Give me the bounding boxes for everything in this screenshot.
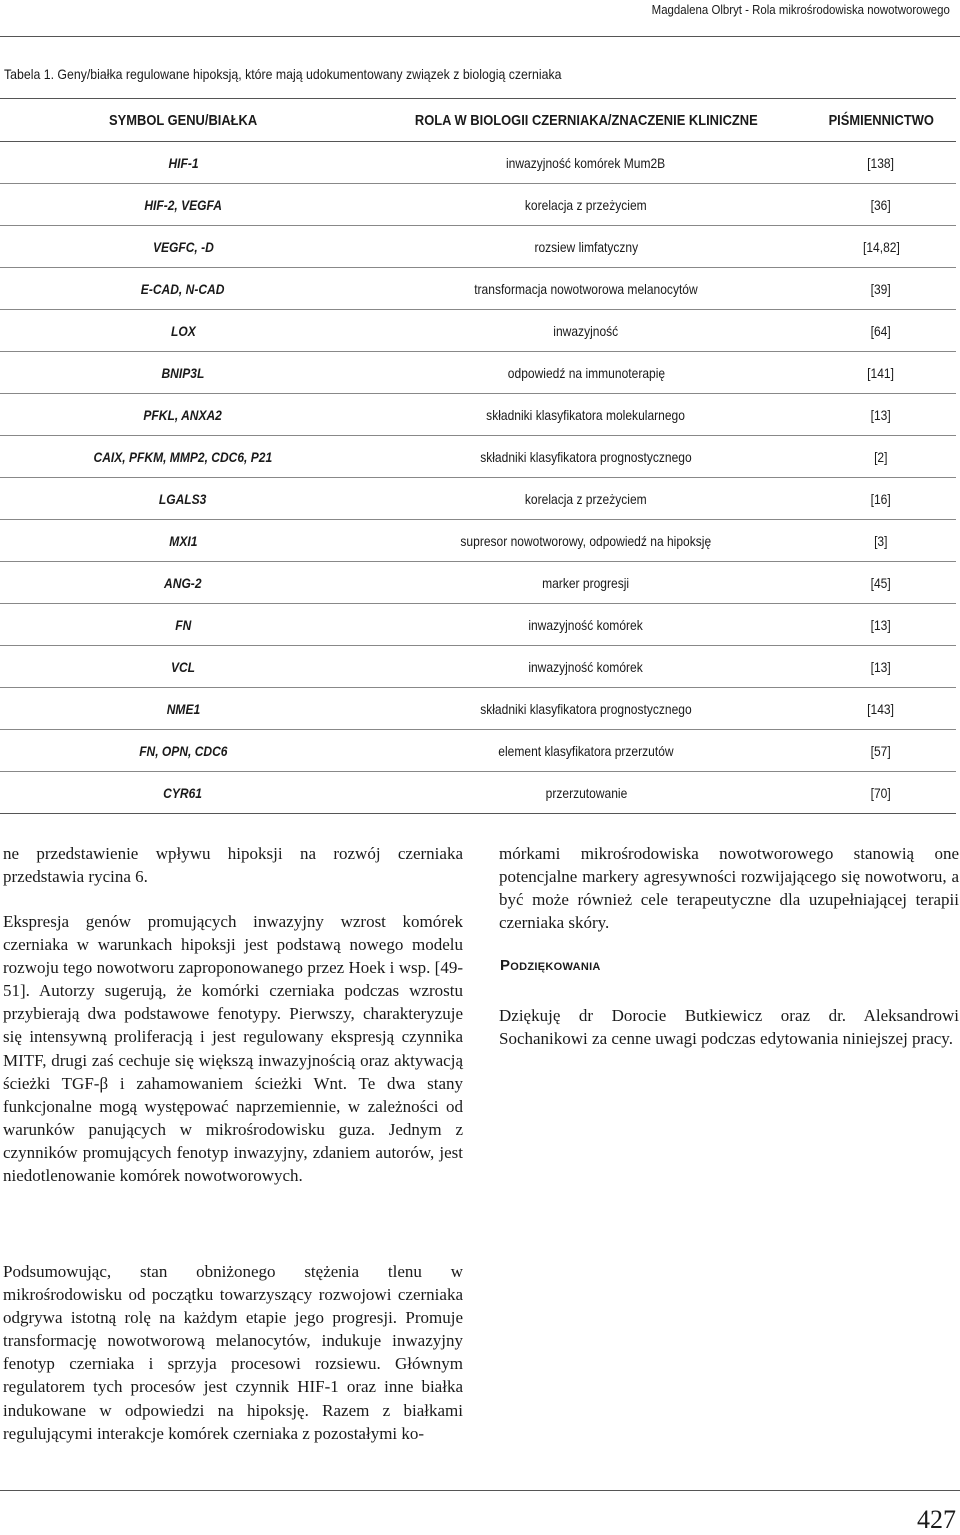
column-header-role: ROLA W BIOLOGII CZERNIAKA/ZNACZENIE KLINICZNE — [366, 99, 806, 142]
gene-symbol-cell: HIF-1 — [0, 142, 366, 184]
role-cell: transformacja nowotworowa melanocytów — [366, 268, 806, 310]
reference-cell: [64] — [806, 310, 956, 352]
role-cell: składniki klasyfikatora prognostycznego — [366, 688, 806, 730]
table-row — [0, 436, 956, 478]
reference-cell: [36] — [806, 184, 956, 226]
table-body — [0, 142, 956, 814]
reference-cell: [57] — [806, 730, 956, 772]
role-cell: składniki klasyfikatora prognostycznego — [366, 436, 806, 478]
table-row — [0, 520, 956, 562]
body-paragraph — [499, 842, 959, 934]
paragraph-text: Dziękuję dr Dorocie Butkiewicz oraz dr. Aleksandrowi Sochanikowi za cenne uwagi podczas edytowania niniejszej pracy. — [499, 1006, 959, 1049]
body-paragraph — [3, 1260, 463, 1445]
role-cell: składniki klasyfikatora molekularnego — [366, 394, 806, 436]
gene-symbol-cell: NME1 — [0, 688, 366, 730]
table-row — [0, 226, 956, 268]
role-cell: element klasyfikatora przerzutów — [366, 730, 806, 772]
role-cell: inwazyjność — [366, 310, 806, 352]
running-title: Magdalena Olbryt - Rola mikrośrodowiska nowotworowego — [651, 2, 950, 17]
gene-symbol-cell: FN — [0, 604, 366, 646]
gene-symbol-cell: LOX — [0, 310, 366, 352]
table-row — [0, 394, 956, 436]
reference-cell: [39] — [806, 268, 956, 310]
role-cell: supresor nowotworowy, odpowiedź na hipoksję — [366, 520, 806, 562]
gene-symbol-cell: CYR61 — [0, 772, 366, 814]
table-row — [0, 268, 956, 310]
table-row — [0, 772, 956, 814]
role-cell: korelacja z przeżyciem — [366, 184, 806, 226]
body-paragraph — [3, 910, 463, 1187]
paragraph-text: Podsumowując, stan obniżonego stężenia tlenu w mikrośrodowisku od początku towarzyszący rozwojowi czerniaka odgrywa istotną rolę na każdym etapie jego progresji. Promuje transformację nowotworową melanocytów, indukuje inwazyjny fenotyp czerniaka i sprzyja procesowi rozsiewu. Głównym regulatorem tych procesów jest czynnik HIF-1 oraz inne białka indukowane w odpowiedzi na hipoksję. Razem z białkami regulującymi interakcje komórek czerniaka z pozostałymi ko- — [3, 1262, 463, 1443]
table-caption: Tabela 1. Geny/białka regulowane hipoksją, które mają udokumentowany związek z biologią czerniaka — [4, 66, 562, 82]
gene-symbol-cell: CAIX, PFKM, MMP2, CDC6, P21 — [0, 436, 366, 478]
reference-cell: [13] — [806, 646, 956, 688]
role-cell: korelacja z przeżyciem — [366, 478, 806, 520]
reference-cell: [3] — [806, 520, 956, 562]
column-header-symbol: SYMBOL GENU/BIAŁKA — [0, 99, 366, 142]
reference-cell: [13] — [806, 604, 956, 646]
gene-symbol-cell: BNIP3L — [0, 352, 366, 394]
paragraph-text: ne przedstawienie wpływu hipoksji na rozwój czerniaka przedstawia rycina 6. — [3, 844, 463, 887]
role-cell: przerzutowanie — [366, 772, 806, 814]
gene-symbol-cell: ANG-2 — [0, 562, 366, 604]
gene-symbol-cell: MXI1 — [0, 520, 366, 562]
gene-symbol-cell: HIF-2, VEGFA — [0, 184, 366, 226]
table-row — [0, 352, 956, 394]
role-cell: rozsiew limfatyczny — [366, 226, 806, 268]
role-cell: inwazyjność komórek Mum2B — [366, 142, 806, 184]
gene-symbol-cell: FN, OPN, CDC6 — [0, 730, 366, 772]
table-row — [0, 688, 956, 730]
table-row — [0, 310, 956, 352]
column-header-references: PIŚMIENNICTWO — [806, 99, 956, 142]
running-header — [0, 0, 960, 37]
table-row — [0, 478, 956, 520]
acknowledgements-heading: Podziękowania — [500, 957, 601, 974]
role-cell: inwazyjność komórek — [366, 604, 806, 646]
table-header-row — [0, 99, 956, 142]
reference-cell: [141] — [806, 352, 956, 394]
table-row — [0, 646, 956, 688]
footer-rule — [0, 1490, 960, 1491]
page-number: 427 — [917, 1505, 956, 1534]
reference-cell: [16] — [806, 478, 956, 520]
body-paragraph — [3, 842, 463, 888]
gene-symbol-cell: VCL — [0, 646, 366, 688]
reference-cell: [70] — [806, 772, 956, 814]
table-row — [0, 142, 956, 184]
acknowledgements-paragraph — [499, 1004, 959, 1050]
role-cell: marker progresji — [366, 562, 806, 604]
reference-cell: [2] — [806, 436, 956, 478]
role-cell: inwazyjność komórek — [366, 646, 806, 688]
gene-symbol-cell: PFKL, ANXA2 — [0, 394, 366, 436]
reference-cell: [14,82] — [806, 226, 956, 268]
paragraph-text: Ekspresja genów promujących inwazyjny wzrost komórek czerniaka w warunkach hipoksji jest podstawą nowego modelu rozwoju tego nowotworu zaproponowanego przez Hoek i wsp. [49-51]. Autorzy sugerują, że komórki czerniaka podczas wzrostu przybierają dwa podstawowe fenotypy. Pierwszy, charakteryzuje się intensywną proliferacją i jest regulowany ekspresją czynnika MITF, drugi zaś cechuje się większą inwazyjnością oraz aktywacją ścieżki TGF-β i zahamowaniem ścieżki Wnt. Te dwa stany funkcjonalne mogą występować naprzemiennie, w zależności od warunków panujących w mikrośrodowisku guza. Jednym z czynników promujących fenotyp inwazyjny, zdaniem autorów, jest niedotlenowanie komórek nowotworowych. — [3, 912, 463, 1186]
role-cell: odpowiedź na immunoterapię — [366, 352, 806, 394]
table-row — [0, 604, 956, 646]
paragraph-text: mórkami mikrośrodowiska nowotworowego stanowią one potencjalne markery agresywności rozwijającego się nowotworu, a być może również cele terapeutyczne dla uzupełniającej terapii czerniaka skóry. — [499, 844, 959, 933]
table-row — [0, 562, 956, 604]
gene-table — [0, 98, 956, 814]
table-row — [0, 184, 956, 226]
reference-cell: [143] — [806, 688, 956, 730]
gene-symbol-cell: LGALS3 — [0, 478, 366, 520]
reference-cell: [13] — [806, 394, 956, 436]
table-row — [0, 730, 956, 772]
reference-cell: [45] — [806, 562, 956, 604]
gene-symbol-cell: VEGFC, -D — [0, 226, 366, 268]
reference-cell: [138] — [806, 142, 956, 184]
gene-symbol-cell: E-CAD, N-CAD — [0, 268, 366, 310]
